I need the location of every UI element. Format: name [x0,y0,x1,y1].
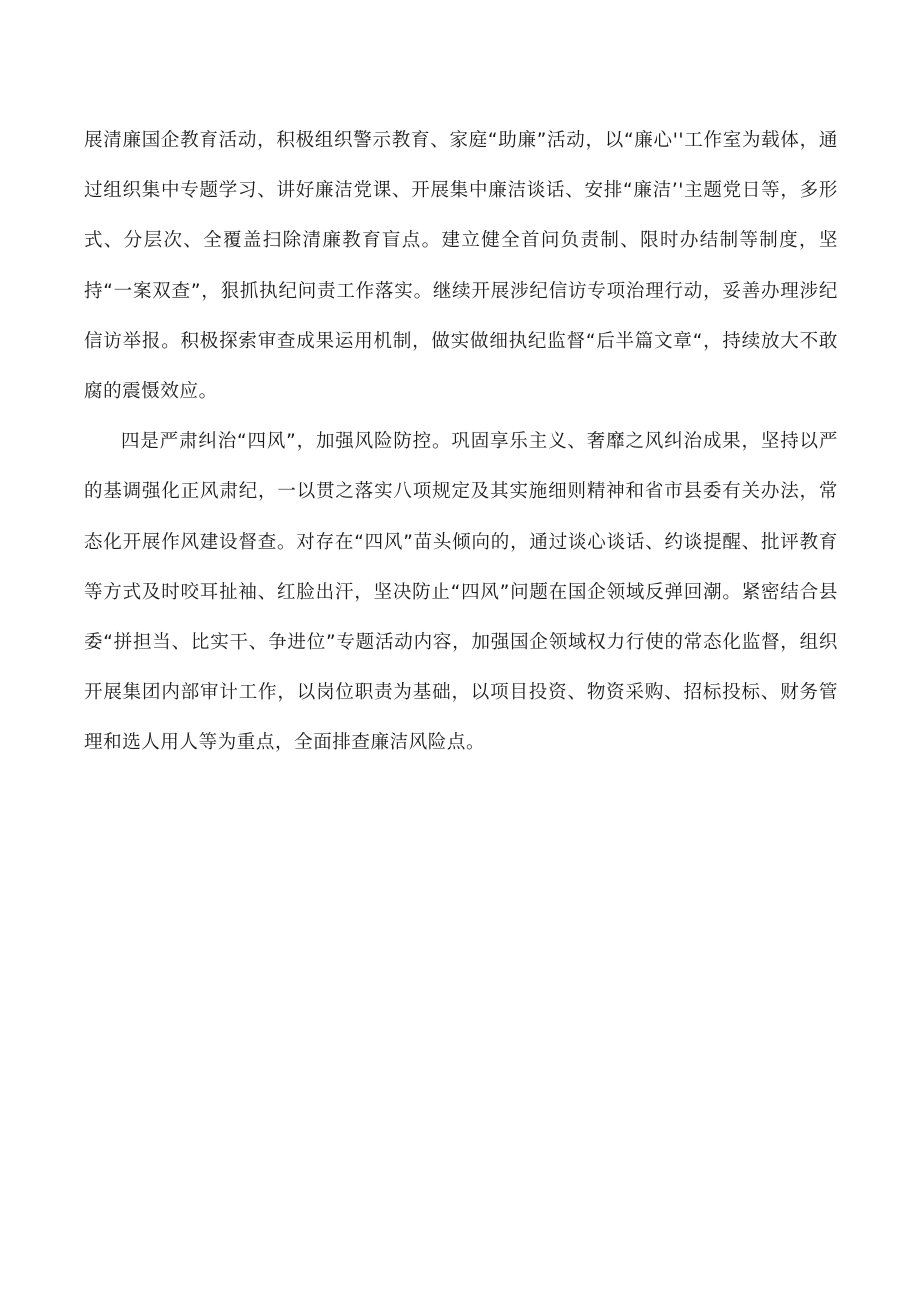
document-body [84,116,838,769]
paragraph-continuation: 展清廉国企教育活动，积极组织警示教育、家庭“助廉”活动，以“廉心''工作室为载体，通过组织集中专题学习、讲好廉洁党课、开展集中廉洁谈话、安排“廉洁’'主题党日等，多形式、分层次、全覆盖扫除清廉教育盲点。建立健全首问负责制、限时办结制等制度，坚持“一案双查”，狠抓执纪问责工作落实。继续开展涉纪信访专项治理行动，妥善办理涉纪信访举报。积极探索审查成果运用机制，做实做细执纪监督“后半篇文章“，持续放大不敢腐的震慑效应。 [84,130,838,403]
paragraph-four-winds: 四是严肃纠治“四风”，加强风险防控。巩固享乐主义、奢靡之风纠治成果，坚持以严的基调强化正风肃纪，一以贯之落实八项规定及其实施细则精神和省市县委有关办法，常态化开展作风建设督查。对存在“四风”苗头倾向的，通过谈心谈话、约谈提醒、批评教育等方式及时咬耳扯袖、红脸出汗，坚决防止“四风”问题在国企领域反弹回潮。紧密结合县委“拼担当、比实干、争进位”专题活动内容，加强国企领域权力行使的常态化监督，组织开展集团内部审计工作，以岗位职责为基础，以项目投资、物资采购、招标投标、财务管理和选人用人等为重点，全面排查廉洁风险点。 [84,431,838,754]
